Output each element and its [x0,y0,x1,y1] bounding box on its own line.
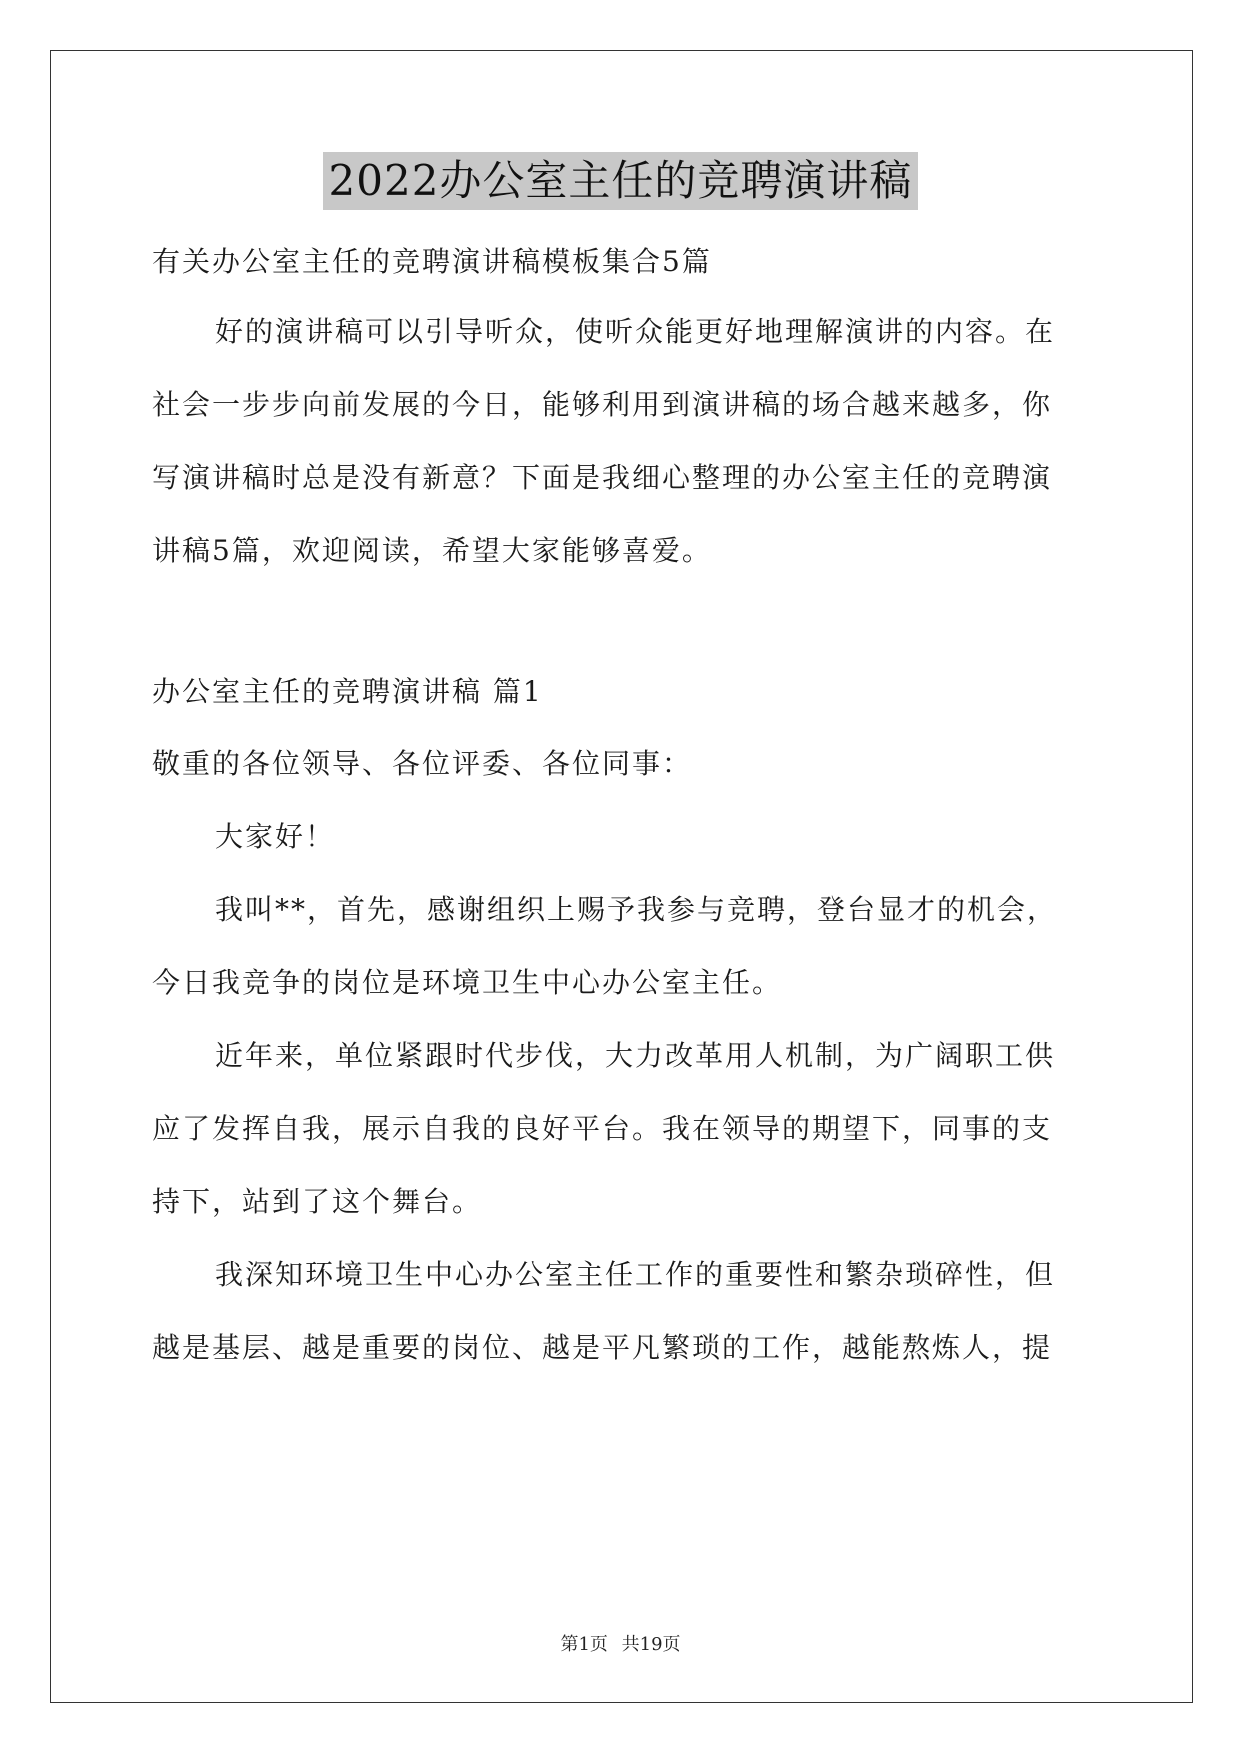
paragraph-line: 我叫**，首先，感谢组织上赐予我参与竞聘，登台显才的机会， [215,893,1058,926]
subtitle-line: 有关办公室主任的竞聘演讲稿模板集合5篇 [152,245,712,278]
paragraph-line: 好的演讲稿可以引导听众，使听众能更好地理解演讲的内容。在 [215,315,1056,348]
section-heading: 办公室主任的竞聘演讲稿 篇1 [152,675,543,708]
page-number: 第1页 [560,1634,608,1655]
page-total: 共19页 [621,1634,681,1655]
paragraph-line: 持下，站到了这个舞台。 [152,1185,483,1218]
paragraph-line: 大家好！ [215,820,336,853]
salutation-line: 敬重的各位领导、各位评委、各位同事： [152,747,693,780]
paragraph-line: 今日我竞争的岗位是环境卫生中心办公室主任。 [152,966,783,999]
document-title: 2022办公室主任的竞聘演讲稿 [323,152,919,210]
paragraph-line: 我深知环境卫生中心办公室主任工作的重要性和繁杂琐碎性，但 [215,1258,1056,1291]
paragraph-line: 近年来，单位紧跟时代步伐，大力改革用人机制，为广阔职工供 [215,1039,1056,1072]
paragraph-line: 社会一步步向前发展的今日，能够利用到演讲稿的场合越来越多，你 [152,388,1053,421]
paragraph-line: 越是基层、越是重要的岗位、越是平凡繁琐的工作，越能熬炼人，提 [152,1331,1053,1364]
paragraph-line: 讲稿5篇，欢迎阅读，希望大家能够喜爱。 [152,534,712,567]
paragraph-line: 写演讲稿时总是没有新意？下面是我细心整理的办公室主任的竞聘演 [152,461,1053,494]
page-border [50,50,1193,1703]
page-footer [0,1633,1241,1657]
title-container [0,152,1241,210]
paragraph-line: 应了发挥自我，展示自我的良好平台。我在领导的期望下，同事的支 [152,1112,1053,1145]
